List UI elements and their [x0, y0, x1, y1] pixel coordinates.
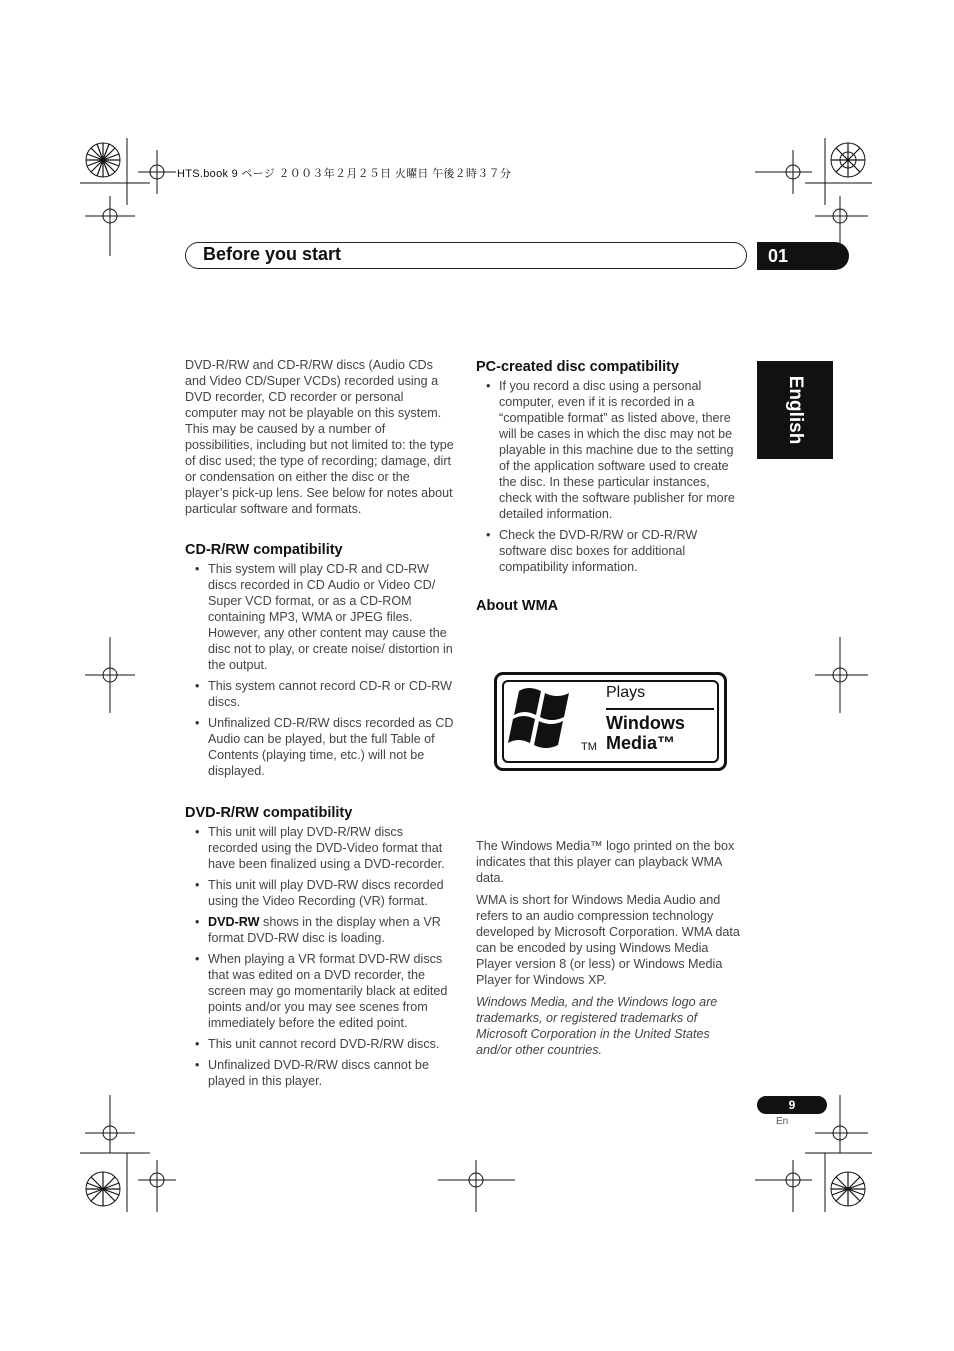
list-item: • This unit will play DVD-R/RW discs recorded using the DVD-Video format that have been finalized using a DVD-recorder. — [185, 824, 455, 872]
pc-disc-heading: PC-created disc compatibility — [476, 359, 680, 375]
logo-media-text: Media™ — [606, 733, 676, 753]
sunburst-mark-bottom-left — [86, 1172, 120, 1206]
logo-tm-mark: TM — [581, 741, 597, 753]
logo-divider — [606, 708, 714, 710]
page-number: 9 — [757, 1096, 827, 1114]
wma-paragraph: WMA is short for Windows Media Audio and refers to an audio compression technology developed by Microsoft Corporation. WMA data can be encoded by using Windows Media Player version 8 (or less) or Windows Media Player for Windows XP. — [476, 893, 740, 987]
list-item: • Unfinalized CD-R/RW discs recorded as CD Audio can be played, but the full Table of Contents (playing time, etc.) will not be displayed. — [185, 715, 455, 779]
left-column — [185, 357, 455, 1094]
right-column — [476, 358, 744, 617]
list-item — [185, 914, 455, 946]
list-item-text: shows in the display when a VR format DVD-RW disc is loading. — [208, 915, 441, 945]
logo-plays-text: Plays — [606, 684, 646, 701]
sunburst-mark-top-right — [831, 143, 865, 177]
list-item: • This unit cannot record DVD-R/RW discs. — [185, 1036, 455, 1052]
windows-flag-icon — [505, 685, 581, 753]
intro-paragraph: DVD-R/RW and CD-R/RW discs (Audio CDs and Video CD/Super VCDs) recorded using a DVD recorder, CD recorder or personal computer may not be playable on this system. This may be caused by a number of possibilities, including but not limited to: the type of disc used; the type of recording; damage, dirt or condensation on either the disc or the player’s pick-up lens. See below for notes about particular software and formats. — [185, 358, 454, 516]
cdrw-list — [185, 561, 455, 779]
chapter-number-badge: 01 — [757, 242, 849, 270]
dvdrw-list — [185, 824, 455, 1089]
list-item: • When playing a VR format DVD-RW discs that was edited on a DVD recorder, the screen may go momentarily black at edited points and/or you may see scenes from immediately before the edited point. — [185, 951, 455, 1031]
list-item: • If you record a disc using a personal computer, even if it is recorded in a “compatible format” as listed above, there will be cases in which the disc may not be playable in this machine due to the setting of the application software used to create the disc. In these particular instances, check with the software publisher for more detailed information. — [476, 378, 744, 522]
logo-windows-text: Windows — [606, 713, 685, 733]
cdrw-heading: CD-R/RW compatibility — [185, 542, 343, 558]
wma-trademark-notice: Windows Media, and the Windows logo are trademarks, or registered trademarks of Microsoft Corporation in the United States and/or other countries. — [476, 995, 718, 1057]
about-wma-heading: About WMA — [476, 598, 559, 614]
section-title: Before you start — [203, 244, 342, 264]
page-language-code: En — [776, 1116, 789, 1127]
pc-disc-list — [476, 378, 744, 575]
dvd-rw-display-label: DVD-RW — [208, 915, 260, 929]
list-item: • This system cannot record CD-R or CD-RW discs. — [185, 678, 455, 710]
sunburst-mark-top-left — [86, 143, 120, 177]
wma-description — [476, 838, 746, 1064]
language-tab-label: English — [785, 375, 806, 445]
list-item: • Unfinalized DVD-R/RW discs cannot be played in this player. — [185, 1057, 455, 1089]
wma-paragraph: The Windows Media™ logo printed on the box indicates that this player can playback WMA data. — [476, 839, 735, 885]
print-header: HTS.book 9 ページ ２００３年２月２５日 火曜日 午後２時３７分 — [177, 168, 512, 180]
dvdrw-heading: DVD-R/RW compatibility — [185, 805, 353, 821]
windows-media-logo — [494, 672, 727, 771]
list-item: • This system will play CD-R and CD-RW discs recorded in CD Audio or Video CD/ Super VCD format, or as a CD-ROM containing MP3, WMA or JPEG files. However, any other content may cause the disc not to play, or create noise/ distortion in the output. — [185, 561, 455, 673]
sunburst-mark-bottom-right — [831, 1172, 865, 1206]
list-item: • This unit will play DVD-RW discs recorded using the Video Recording (VR) format. — [185, 877, 455, 909]
list-item: • Check the DVD-R/RW or CD-R/RW software disc boxes for additional compatibility information. — [476, 527, 744, 575]
language-tab — [757, 361, 833, 459]
